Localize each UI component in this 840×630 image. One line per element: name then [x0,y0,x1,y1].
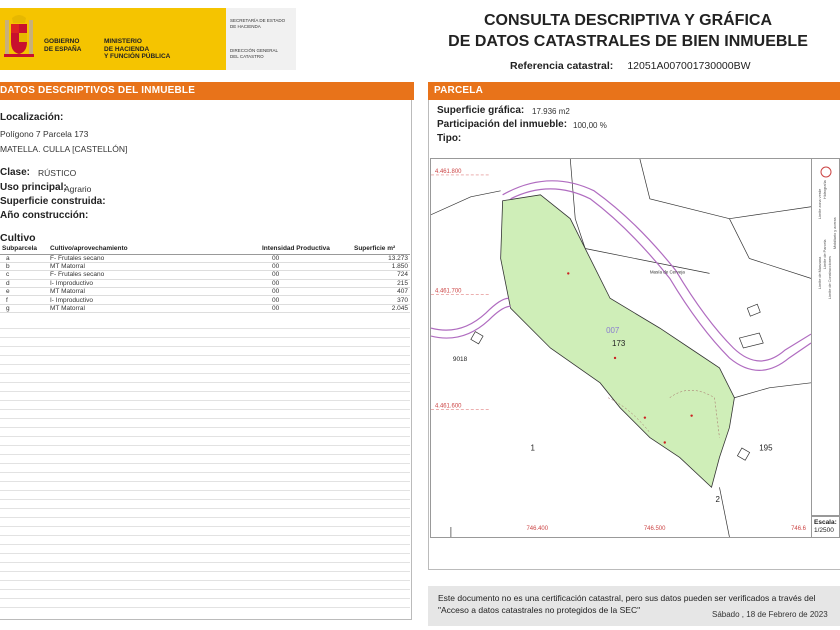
col-cultivo: Cultivo/aprovechamiento [48,244,260,254]
parcel-label-007: 007 [606,326,620,336]
legend-item: Límite de Construcciones [828,256,832,299]
empty-table-lines [0,320,410,616]
ref-value: 12051A007001730000BW [627,60,751,72]
scale-label: Escala: [814,519,837,526]
cadastral-map[interactable] [430,158,812,538]
secretaria-block [226,8,296,70]
anio-construccion-label: Año construcción: [0,210,89,221]
uso-value: Agrario [64,184,92,194]
table-row: c F- Frutales secano 00 724 [0,271,410,279]
datos-descriptivos-panel [0,100,412,620]
localizacion-line2: MATELLA. CULLA [CASTELLÓN] [0,144,128,154]
secretaria-label: SECRETARÍA DE ESTADO DE HACIENDA [230,18,286,29]
map-legend [812,158,840,516]
tipo-label: Tipo: [437,133,462,144]
clase-value: RÚSTICO [38,168,77,178]
parcel-label-173: 173 [612,339,626,349]
gobierno-label: GOBIERNO DE ESPAÑA [44,38,82,53]
col-subparcela: Subparcela [0,244,48,254]
legend-item: Límite de Manzana [818,256,822,289]
clase-label: Clase: [0,167,31,178]
participacion-label: Participación del inmueble: [437,119,568,130]
table-row: e MT Matorral 00 407 [0,288,410,296]
col-intensidad: Intensidad Productiva [260,244,352,254]
coord-x-2: 746.500 [643,526,666,533]
table-row: g MT Matorral 00 2.045 [0,304,410,312]
cultivo-title: Cultivo [0,232,36,244]
legend-item: Mobiliario y aceras [833,217,837,249]
coord-x-1: 746.400 [526,526,549,533]
disclaimer-note: Este documento no es una certificación catastral, pero sus datos pueden ser verificados a través del "Acceso a datos catastrales no protegidos de la SEC" [428,586,840,626]
coord-y-1: 4.461.800 [434,168,462,175]
localizacion-label: Localización: [0,112,64,123]
scale-box [812,516,840,538]
legend-item: Límite zona verde [818,188,822,219]
parcel-label-9018: 9018 [452,355,468,363]
superficie-construida-label: Superficie construida: [0,196,106,207]
participacion-value: 100,00 % [573,121,607,130]
coord-y-2: 4.461.700 [434,288,462,295]
catastro-logo-icon [820,165,832,179]
government-logo [0,8,226,70]
scale-value: 1/2500 [814,527,834,534]
ministerio-label: MINISTERIO DE HACIENDA Y FUNCIÓN PÚBLICA [104,38,171,60]
parcel-label-1: 1 [530,443,535,453]
localizacion-line1: Polígono 7 Parcela 173 [0,129,89,139]
legend-item: Hidrografía [823,180,827,199]
document-title: CONSULTA DESCRIPTIVA Y GRÁFICA DE DATOS CATASTRALES DE BIEN INMUEBLE [448,12,808,50]
parcel-label-195: 195 [759,443,773,453]
cultivo-table [0,244,410,313]
superficie-grafica-label: Superficie gráfica: [437,105,525,116]
section-header-datos: DATOS DESCRIPTIVOS DEL INMUEBLE [0,82,414,100]
ref-label: Referencia catastral: [510,60,614,72]
coat-of-arms-icon [2,14,36,64]
legend-item: Límite de Parcela [823,239,827,269]
section-header-parcela: PARCELA [428,82,840,100]
col-superficie: Superficie m² [352,244,410,254]
coord-y-3: 4.461.600 [434,403,462,410]
coord-x-3: 746.6 [791,526,807,533]
document-date: Sábado , 18 de Febrero de 2023 [712,610,828,619]
superficie-grafica-value: 17.936 m2 [532,107,570,116]
referencia-catastral [510,60,751,72]
table-row: a F- Frutales secano 00 13.273 [0,254,410,262]
table-row: b MT Matorral 00 1.850 [0,262,410,270]
table-row: d I- Improductivo 00 215 [0,279,410,287]
direccion-label: DIRECCIÓN GENERAL DEL CATASTRO [230,48,279,59]
table-header-row [0,244,410,254]
uso-label: Uso principal: [0,182,67,193]
parcel-label-2: 2 [715,495,720,505]
place-name: Masía de Cerveja [649,269,685,275]
table-row: f I- Improductivo 00 370 [0,296,410,304]
